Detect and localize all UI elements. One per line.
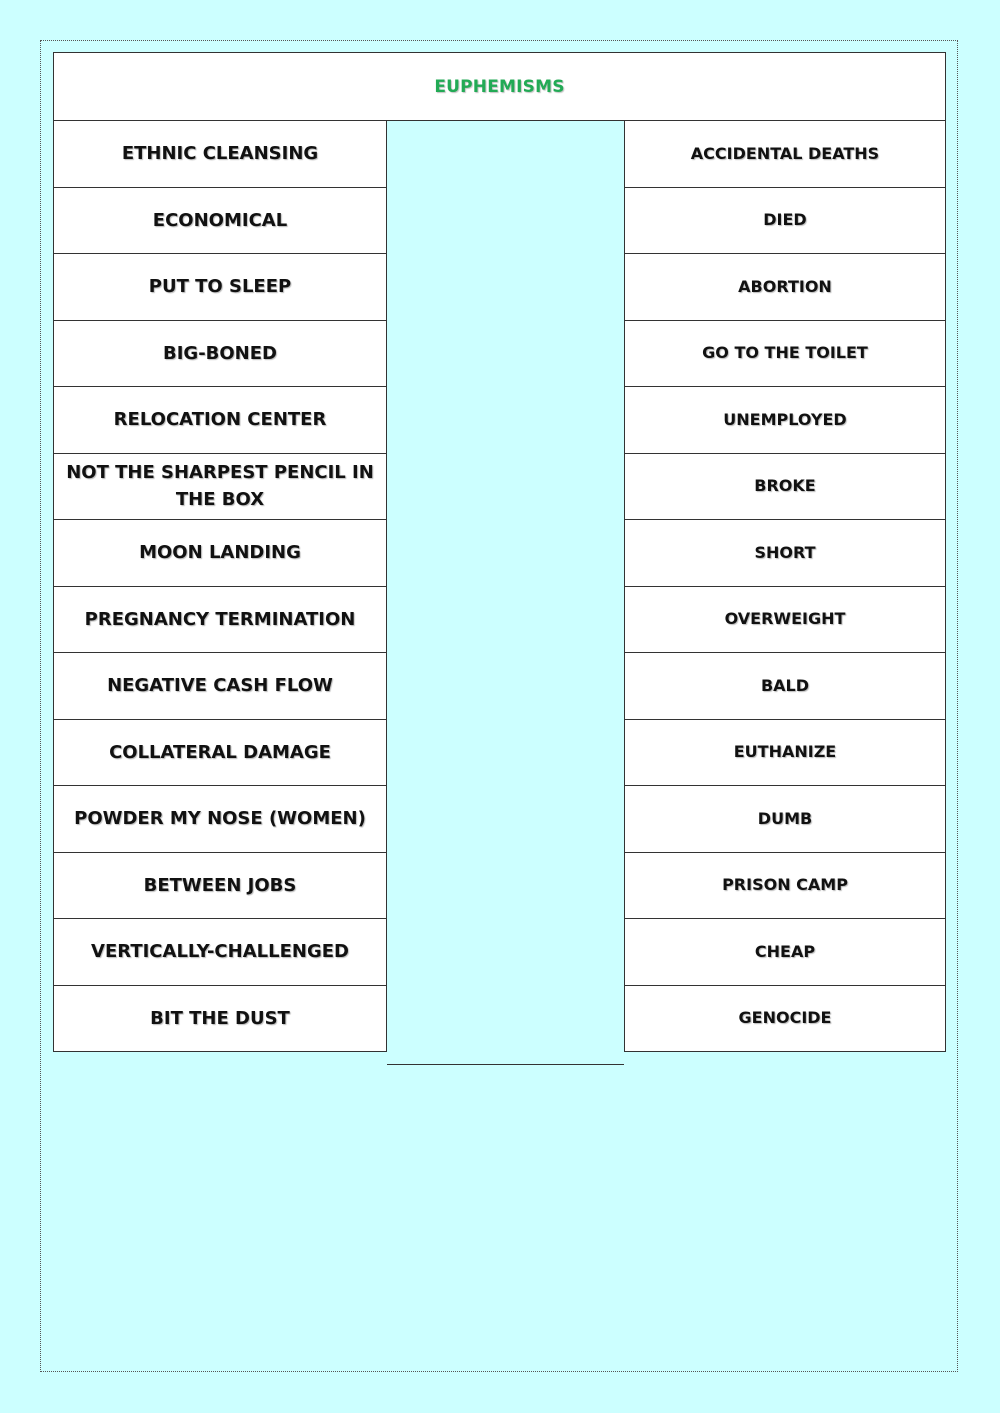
meaning-card[interactable]: DUMB [624, 785, 946, 853]
euphemism-card[interactable]: BIT THE DUST [53, 985, 387, 1053]
meaning-card[interactable]: GENOCIDE [624, 985, 946, 1053]
matching-drop-area[interactable] [387, 120, 624, 1065]
meaning-card[interactable]: ABORTION [624, 253, 946, 321]
meaning-card[interactable]: PRISON CAMP [624, 852, 946, 920]
meaning-column [624, 120, 946, 1052]
euphemism-card[interactable]: PUT TO SLEEP [53, 253, 387, 321]
euphemism-card[interactable]: ECONOMICAL [53, 187, 387, 255]
euphemism-card[interactable]: NEGATIVE CASH FLOW [53, 652, 387, 720]
title-cell [53, 52, 946, 121]
meaning-card[interactable]: OVERWEIGHT [624, 586, 946, 654]
meaning-card[interactable]: BROKE [624, 453, 946, 521]
euphemism-card[interactable]: COLLATERAL DAMAGE [53, 719, 387, 787]
meaning-card[interactable]: DIED [624, 187, 946, 255]
euphemism-column [53, 120, 387, 1052]
meaning-card[interactable]: ACCIDENTAL DEATHS [624, 120, 946, 188]
euphemism-card[interactable]: BETWEEN JOBS [53, 852, 387, 920]
page-title: EUPHEMISMS [434, 76, 565, 97]
euphemism-card[interactable]: VERTICALLY-CHALLENGED [53, 918, 387, 986]
euphemism-card[interactable]: BIG-BONED [53, 320, 387, 388]
euphemism-card[interactable]: MOON LANDING [53, 519, 387, 587]
meaning-card[interactable]: UNEMPLOYED [624, 386, 946, 454]
euphemism-card[interactable]: PREGNANCY TERMINATION [53, 586, 387, 654]
euphemism-card[interactable]: POWDER MY NOSE (WOMEN) [53, 785, 387, 853]
euphemism-card[interactable]: NOT THE SHARPEST PENCIL IN THE BOX [53, 453, 387, 521]
euphemism-card[interactable]: RELOCATION CENTER [53, 386, 387, 454]
meaning-card[interactable]: BALD [624, 652, 946, 720]
matching-worksheet [53, 52, 946, 1065]
meaning-card[interactable]: SHORT [624, 519, 946, 587]
meaning-card[interactable]: GO TO THE TOILET [624, 320, 946, 388]
euphemism-card[interactable]: ETHNIC CLEANSING [53, 120, 387, 188]
meaning-card[interactable]: EUTHANIZE [624, 719, 946, 787]
meaning-card[interactable]: CHEAP [624, 918, 946, 986]
